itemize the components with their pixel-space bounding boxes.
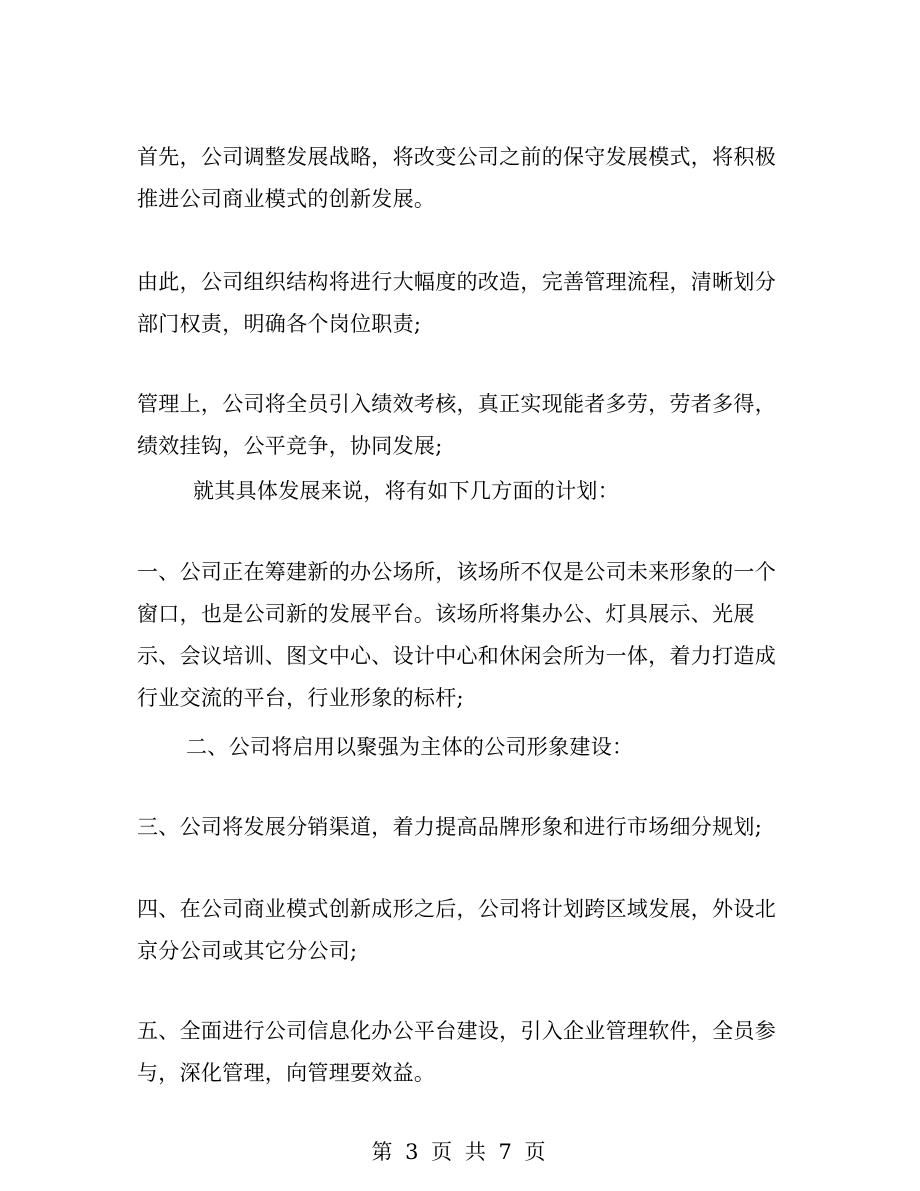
- page-number-footer: 第 3 页 共 7 页: [371, 1140, 549, 1164]
- paragraph-plan-intro: 就其具体发展来说，将有如下几方面的计划：: [193, 479, 619, 503]
- paragraph-plan-1: 一、公司正在筹建新的办公场所，该场所不仅是公司未来形象的一个窗口，也是公司新的发展平台。该场所将集办公、灯具展示、光展示、会议培训、图文中心、设计中心和休闲会所为一体，着力打造成行业交流的平台，行业形象的标杆;: [137, 560, 776, 710]
- paragraph-management: 管理上，公司将全员引入绩效考核，真正实现能者多劳，劳者多得，绩效挂钩，公平竞争，协同发展;: [137, 392, 776, 458]
- paragraph-plan-2: 二、公司将启用以聚强为主体的公司形象建设：: [186, 735, 634, 759]
- paragraph-plan-5: 五、全面进行公司信息化办公平台建设，引入企业管理软件，全员参与，深化管理，向管理要效益。: [137, 1019, 776, 1085]
- paragraph-organization: 由此，公司组织结构将进行大幅度的改造，完善管理流程，清晰划分部门权责，明确各个岗位职责;: [137, 270, 776, 336]
- paragraph-plan-4: 四、在公司商业模式创新成形之后，公司将计划跨区域发展，外设北京分公司或其它分公司;: [137, 897, 776, 963]
- paragraph-plan-3: 三、公司将发展分销渠道，着力提高品牌形象和进行市场细分规划;: [137, 815, 763, 839]
- paragraph-strategy: 首先，公司调整发展战略，将改变公司之前的保守发展模式，将积极推进公司商业模式的创新发展。: [137, 145, 776, 211]
